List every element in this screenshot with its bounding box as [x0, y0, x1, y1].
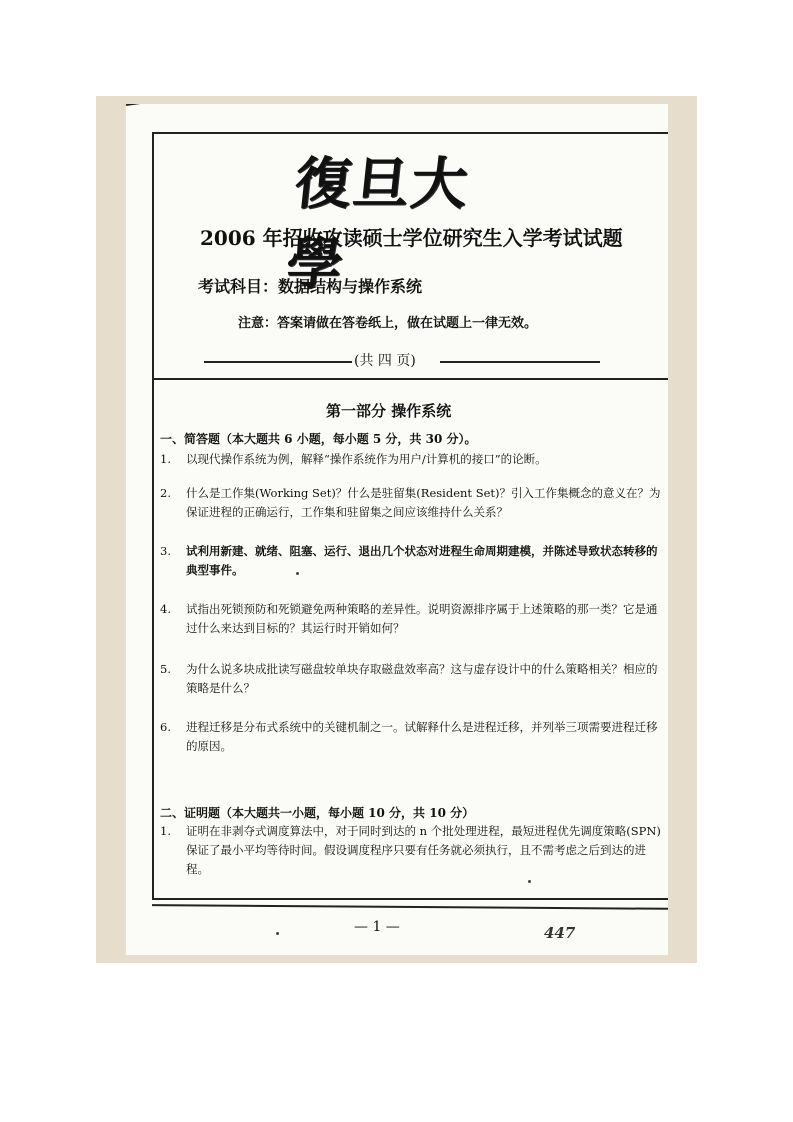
question-text: 试指出死锁预防和死锁避免两种策略的差异性。说明资源排序属于上述策略的那一类？它是通过什么来达到目标的？其运行时开销如何？ [186, 602, 658, 635]
question-item [160, 822, 665, 879]
scan-speck [276, 932, 279, 935]
page-count-line [204, 350, 594, 370]
divider-right [440, 361, 600, 363]
scan-corner-mark [126, 104, 168, 120]
exam-subject: 考试科目：数据结构与操作系统 [198, 277, 423, 296]
question-text: 以现代操作系统为例，解释“操作系统作为用户/计算机的接口”的论断。 [186, 452, 547, 466]
question-number: 6. [160, 720, 171, 734]
handwritten-page-code: 447 [544, 924, 576, 942]
question-number: 2. [160, 486, 171, 500]
question-number: 5. [160, 662, 171, 676]
page-count-label: (共 四 页) [354, 353, 416, 369]
question-text: 进程迁移是分布式系统中的关键机制之一。试解释什么是进程迁移，并列举三项需要进程迁移的原因。 [186, 720, 658, 753]
question-text: 证明在非剥夺式调度算法中，对于同时到达的 n 个批处理进程，最短进程优先调度策略(SPN)保证了最小平均等待时间。假设调度程序只要有任务就必须执行，且不需考虑之后到达的进程。 [186, 824, 661, 876]
scan-speck [528, 880, 531, 883]
question-number: 1. [160, 824, 171, 838]
section-heading-proof: 二、证明题（本大题共一小题，每小题 10 分，共 10 分） [160, 806, 475, 820]
question-number: 3. [160, 544, 171, 558]
question-item [160, 450, 665, 469]
question-number: 1. [160, 452, 171, 466]
question-item [160, 600, 665, 638]
exam-paper-page [126, 104, 668, 955]
question-item [160, 542, 665, 580]
question-item [160, 660, 665, 698]
page-number: — 1 — [354, 919, 400, 935]
scan-speck [296, 572, 299, 575]
question-text: 试利用新建、就绪、阻塞、运行、退出几个状态对进程生命周期建模，并陈述导致状态转移的典型事件。 [186, 544, 658, 577]
question-text: 什么是工作集(Working Set)？什么是驻留集(Resident Set)？引入工作集概念的意义在？为保证进程的正确运行，工作集和驻留集之间应该维持什么关系？ [186, 486, 661, 519]
section-heading-short-answer: 一、简答题（本大题共 6 小题，每小题 5 分，共 30 分）。 [160, 432, 477, 446]
question-text: 为什么说多块成批读写磁盘较单块存取磁盘效率高？这与虚存设计中的什么策略相关？相应的策略是什么？ [186, 662, 658, 695]
divider-left [204, 361, 352, 363]
question-item [160, 484, 665, 522]
part-title: 第一部分 操作系统 [326, 402, 452, 420]
question-number: 4. [160, 602, 171, 616]
exam-notice: 注意：答案请做在答卷纸上，做在试题上一律无效。 [238, 316, 538, 331]
fudan-university-calligraphy-logo: 復旦大學 [283, 151, 473, 297]
exam-title: 2006 年招收攻读硕士学位研究生入学考试试题 [200, 226, 623, 250]
question-item [160, 718, 665, 756]
footer-divider [152, 904, 668, 910]
